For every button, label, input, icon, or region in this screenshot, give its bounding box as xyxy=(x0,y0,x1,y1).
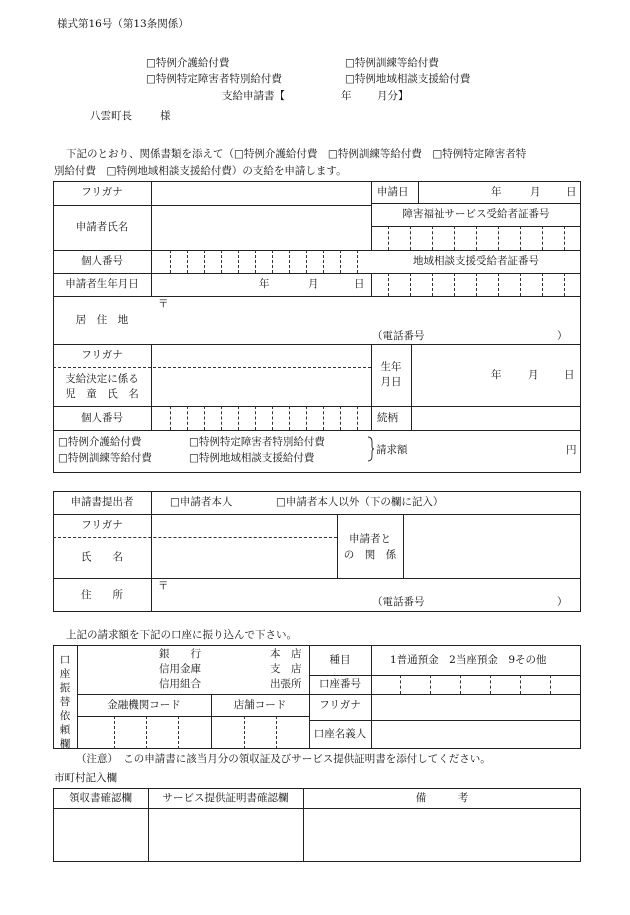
side-label-0: 口 xyxy=(59,654,71,666)
bank-type-shinkin: 信用金庫 xyxy=(159,663,201,675)
side-label-3: 替 xyxy=(59,696,71,708)
child-name-label-1: 支給決定に係る xyxy=(65,373,139,385)
consult-cert-no-label: 地域相談支援受給者証番号 xyxy=(413,255,539,267)
claim-option-special[interactable]: □特例特定障害者特別給付費 xyxy=(189,436,325,448)
account-type-label: 種目 xyxy=(329,654,351,666)
holder-furigana-label: フリガナ xyxy=(319,699,361,711)
yen-label: 円 xyxy=(566,444,577,456)
claim-option-consult[interactable]: □特例地域相談支援給付費 xyxy=(189,452,315,464)
submitter-phone-close: ） xyxy=(557,596,568,608)
side-label-4: 依 xyxy=(59,710,71,722)
claim-option-training[interactable]: □特例訓練等給付費 xyxy=(58,452,152,464)
side-label-6: 欄 xyxy=(59,738,71,750)
child-dob-year: 年 xyxy=(491,369,502,381)
bank-type-bank: 銀 行 xyxy=(159,648,201,660)
bank-code-label: 金融機関コード xyxy=(107,699,181,711)
residence-label: 居 住 地 xyxy=(75,314,129,326)
applicant-dob-label: 申請者生年月日 xyxy=(65,278,139,290)
furigana-label: フリガナ xyxy=(81,186,123,198)
postal-mark: 〒 xyxy=(158,298,169,310)
dob-month: 月 xyxy=(308,278,319,290)
claim-brace xyxy=(367,436,375,462)
claim-amount-label: 請求額 xyxy=(376,444,408,456)
submitter-label: 申請書提出者 xyxy=(70,496,134,508)
applicant-name-label: 申請者氏名 xyxy=(75,221,129,233)
addressee-town: 八雲町長 xyxy=(90,110,132,122)
relation-label: 続柄 xyxy=(377,412,398,424)
title-month: 月分】 xyxy=(377,90,409,102)
child-name-label-2: 児 童 氏 名 xyxy=(65,388,139,400)
account-number-label: 口座番号 xyxy=(319,678,361,690)
child-personal-number-label: 個人番号 xyxy=(81,412,123,424)
dob-year: 年 xyxy=(259,278,270,290)
service-check-label: サービス提供証明書確認欄 xyxy=(162,792,289,804)
bank-type-kumiai: 信用組合 xyxy=(159,678,201,690)
date-month: 月 xyxy=(530,186,541,198)
title-prefix: 支給申請書【 xyxy=(222,90,285,102)
submitter-relation-label-2: の 関 係 xyxy=(343,549,397,561)
branch-type-shucho: 出張所 xyxy=(270,678,302,690)
branch-type-honten: 本 店 xyxy=(270,648,302,660)
child-dob-label-2: 月日 xyxy=(380,376,402,388)
submitter-relation-label-1: 申請者と xyxy=(349,533,391,545)
option-care[interactable]: □特例介護給付費 xyxy=(146,57,230,69)
intro-line-1: 下記のとおり、関係書類を添えて（□特例介護給付費 □特例訓練等給付費 □特例特定障害者特 xyxy=(66,148,527,160)
personal-number-label: 個人番号 xyxy=(81,255,123,267)
service-cert-no-label: 障害福祉サービス受給者証番号 xyxy=(402,208,550,220)
child-dob-label-1: 生年 xyxy=(380,361,402,373)
submitter-self-option[interactable]: □申請者本人 xyxy=(170,496,233,508)
child-dob-day: 日 xyxy=(564,369,575,381)
side-label-5: 頼 xyxy=(59,724,71,736)
submitter-phone-label: （電話番号 xyxy=(372,596,425,608)
branch-code-label: 店舗コード xyxy=(233,699,287,711)
submitter-name-label: 氏 名 xyxy=(81,551,123,563)
option-special-disabled[interactable]: □特例特定障害者特別給付費 xyxy=(146,73,282,85)
submitter-furigana-label: フリガナ xyxy=(81,519,123,531)
submitter-address-label: 住 所 xyxy=(81,589,123,601)
addressee-honorific: 様 xyxy=(160,110,171,122)
phone-label: （電話番号 xyxy=(372,330,425,342)
application-date-label: 申請日 xyxy=(377,186,409,198)
date-day: 日 xyxy=(566,186,577,198)
transfer-note: 上記の請求額を下記の口座に振り込んで下さい。 xyxy=(66,629,297,641)
receipt-check-label: 領収書確認欄 xyxy=(69,792,132,804)
side-label-1: 座 xyxy=(59,668,71,680)
submitter-other-option[interactable]: □申請者本人以外（下の欄に記入） xyxy=(276,496,444,508)
child-dob-month: 月 xyxy=(528,369,539,381)
account-type-options[interactable]: 1普通預金 2当座預金 9その他 xyxy=(390,654,547,666)
form-id: 様式第16号（第13条関係） xyxy=(57,18,189,30)
remarks-label: 備 考 xyxy=(415,792,469,804)
claim-option-care[interactable]: □特例介護給付費 xyxy=(58,436,142,448)
intro-line-2: 別給付費 □特例地域相談支援給付費）の支給を申請します。 xyxy=(54,165,347,177)
account-holder-label: 口座名義人 xyxy=(313,728,367,740)
dob-day: 日 xyxy=(354,278,365,290)
date-year: 年 xyxy=(491,186,502,198)
side-label-2: 振 xyxy=(59,682,71,694)
office-section-title: 市町村記入欄 xyxy=(54,772,117,784)
title-year: 年 xyxy=(341,90,352,102)
branch-type-shiten: 支 店 xyxy=(270,663,302,675)
phone-close: ） xyxy=(557,330,568,342)
option-consult[interactable]: □特例地域相談支援給付費 xyxy=(345,73,471,85)
option-training[interactable]: □特例訓練等給付費 xyxy=(345,57,439,69)
submitter-postal-mark: 〒 xyxy=(158,580,169,592)
notice-text: （注意） この申請書に該当月分の領収証及びサービス提供証明書を添付してください。 xyxy=(76,753,491,765)
child-furigana-label: フリガナ xyxy=(81,349,123,361)
